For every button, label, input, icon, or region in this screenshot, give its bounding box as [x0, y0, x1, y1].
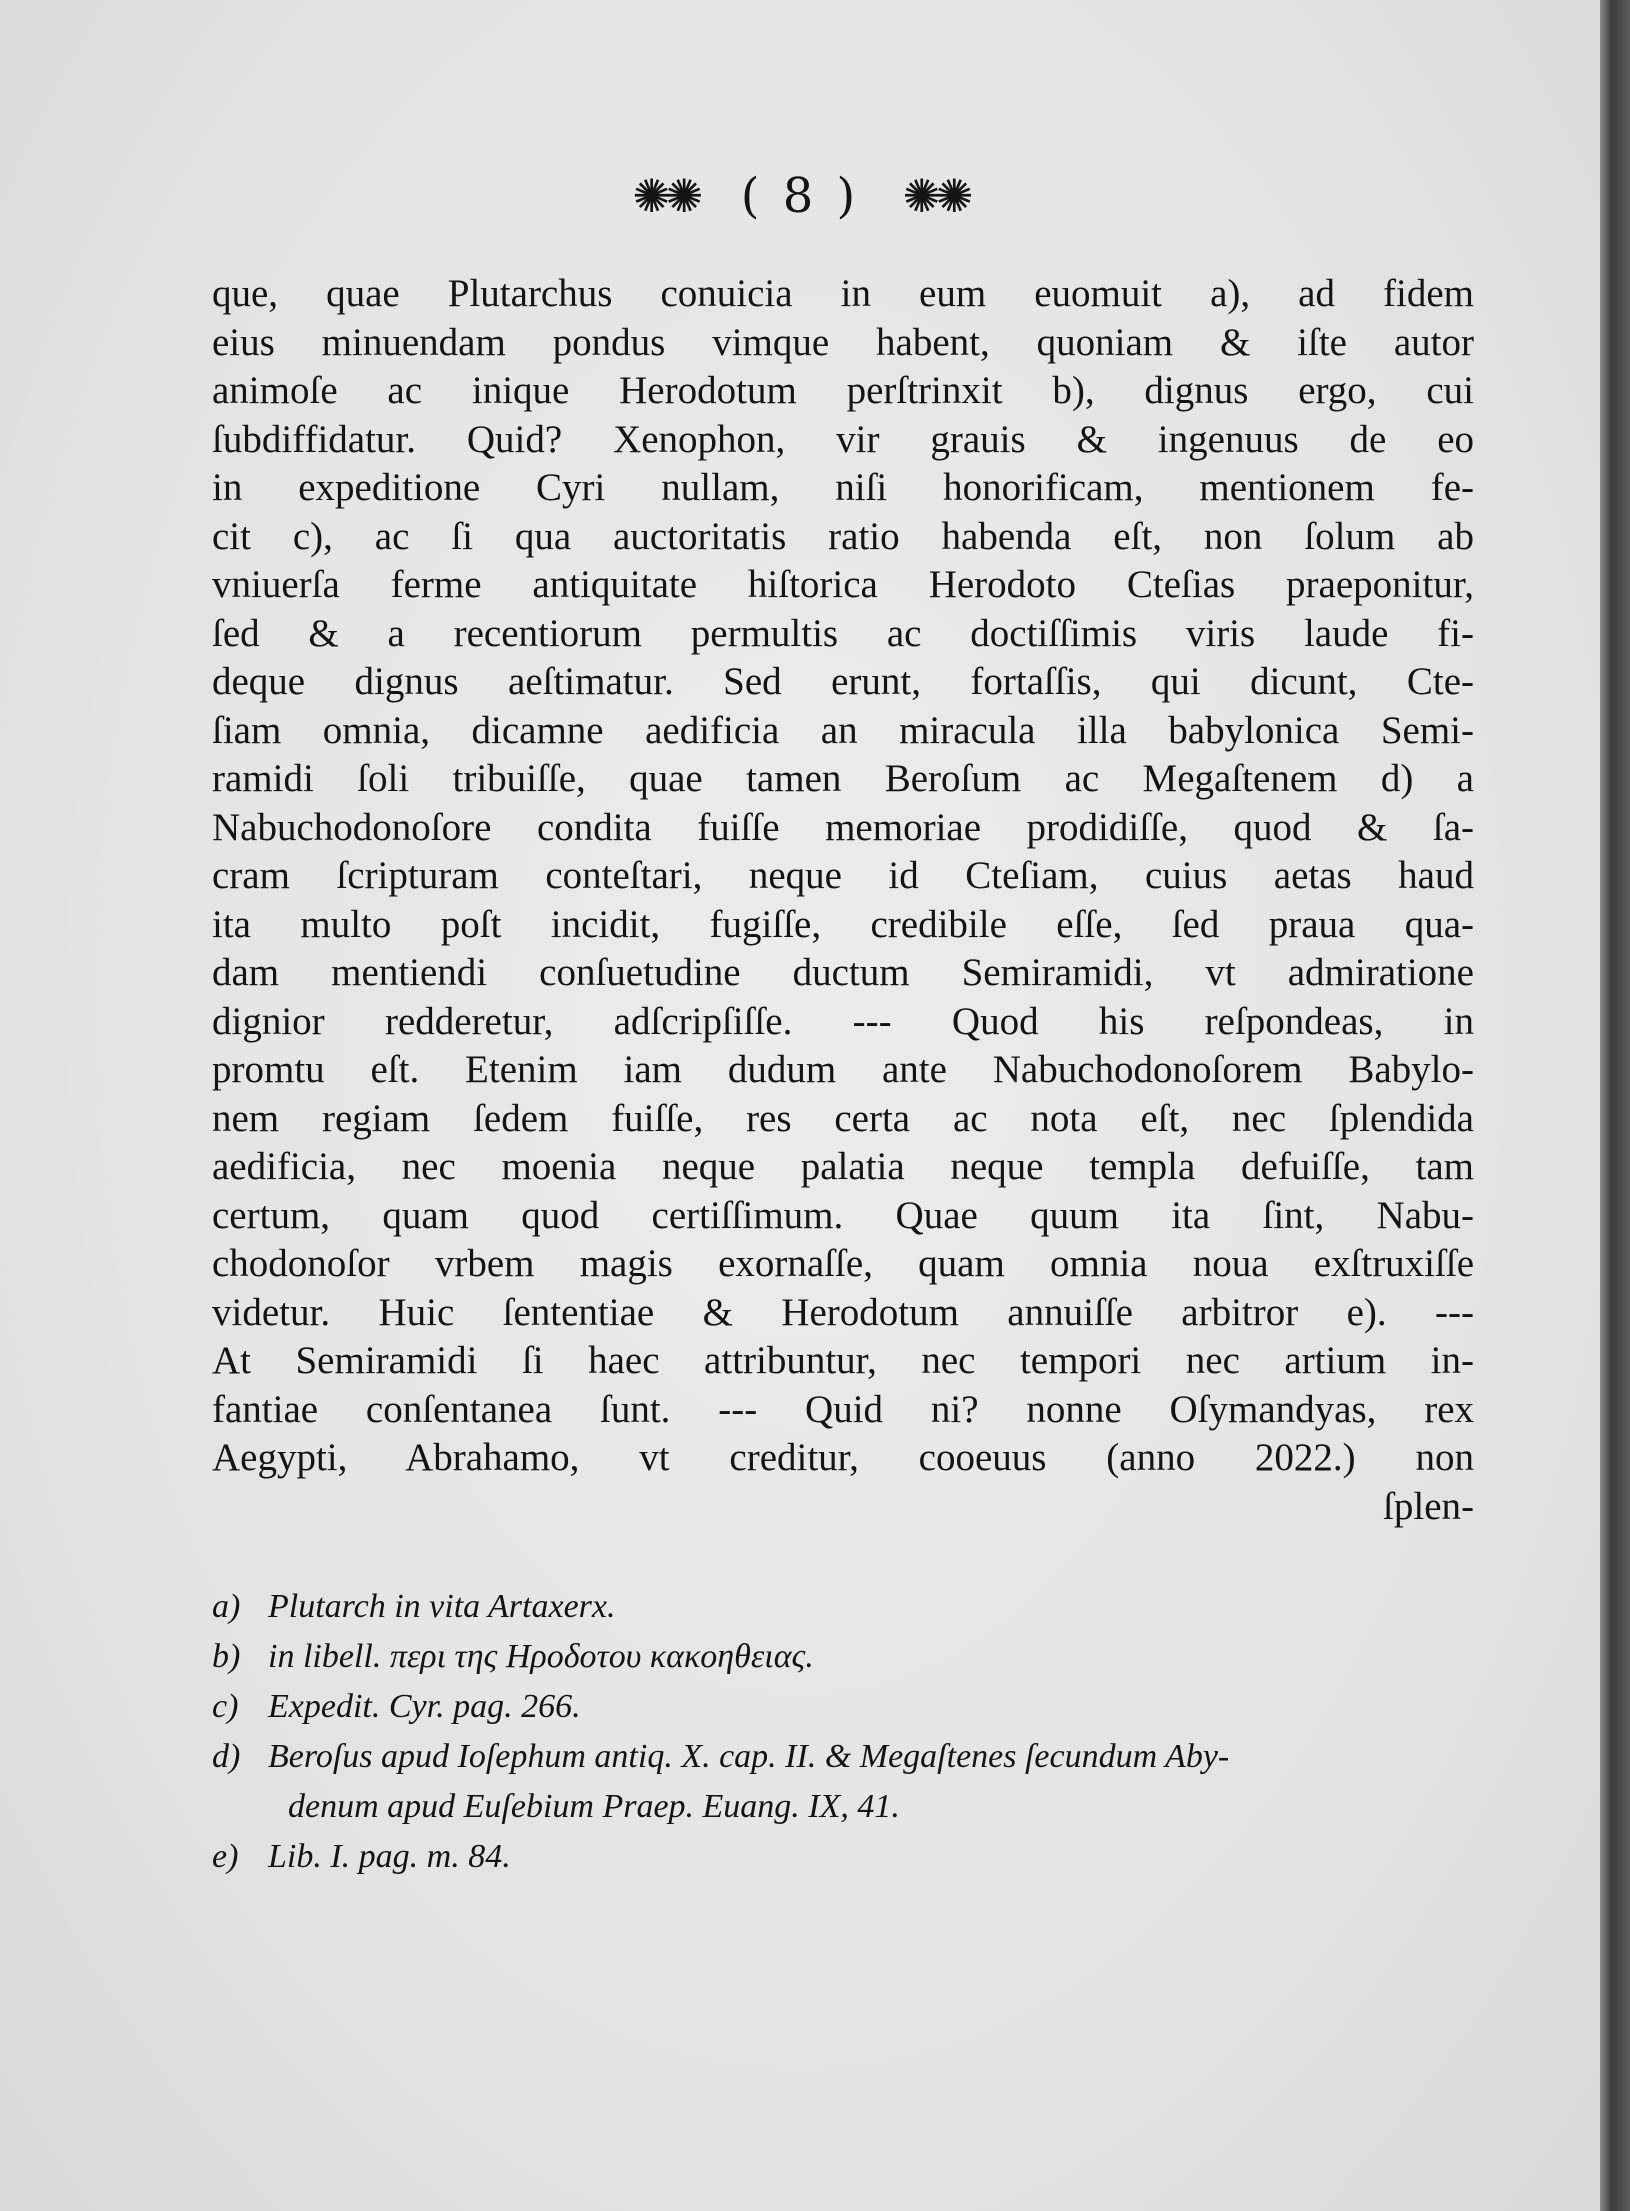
- ornament-left: ✺✺: [632, 169, 698, 223]
- book-gutter: [1600, 0, 1630, 2211]
- text-line: At Semiramidi ſi haec attribuntur, nec tempori nec artium in-: [212, 1339, 1474, 1382]
- text-line: cit c), ac ſi qua auctoritatis ratio habenda eſt, non ſolum ab: [212, 514, 1474, 558]
- page-number: ( 8 ): [740, 168, 860, 224]
- text-line: dignior redderetur, adſcripſiſſe. --- Quod his reſpondeas, in: [212, 999, 1474, 1043]
- text-line: ſubdiffidatur. Quid? Xenophon, vir grauis & ingenuus de eo: [212, 417, 1474, 461]
- footnote-text: Expedit. Cyr. pag. 266.: [268, 1688, 581, 1725]
- ornament-right: ✺✺: [902, 169, 968, 223]
- footnote-d-continued: [212, 1782, 1474, 1832]
- body-text: [212, 270, 1474, 1531]
- footnote-text: in libell. περι της Ηροδοτου κακοηθειας.: [268, 1638, 814, 1675]
- page-header: [0, 168, 1600, 224]
- footnote-mark: a): [212, 1588, 241, 1625]
- text-line: aedificia, nec moenia neque palatia neque templa defuiſſe, tam: [212, 1145, 1474, 1188]
- footnote-mark: e): [212, 1838, 239, 1875]
- text-line: Aegypti, Abrahamo, vt creditur, cooeuus (anno 2022.) non: [212, 1436, 1474, 1479]
- text-line: dam mentiendi conſuetudine ductum Semiramidi, vt admiratione: [212, 951, 1474, 994]
- text-line: chodonoſor vrbem magis exornaſſe, quam omnia noua exſtruxiſſe: [212, 1242, 1474, 1285]
- footnote-c: [212, 1682, 1474, 1732]
- footnotes: [212, 1582, 1474, 1882]
- footnote-text: denum apud Euſebium Praep. Euang. IX, 41.: [288, 1788, 900, 1825]
- text-line: ita multo poſt incidit, fugiſſe, credibile eſſe, ſed praua qua-: [212, 902, 1474, 946]
- footnote-a: [212, 1582, 1474, 1632]
- catchword: ſplen-: [1383, 1484, 1474, 1528]
- footnote-text: Plutarch in vita Artaxerx.: [268, 1588, 616, 1625]
- footnote-text: Lib. I. pag. m. 84.: [268, 1838, 511, 1875]
- footnote-e: [212, 1832, 1474, 1882]
- text-line: ramidi ſoli tribuiſſe, quae tamen Beroſum ac Megaſtenem d) a: [212, 757, 1474, 800]
- footnote-text: Beroſus apud Ioſephum antiq. X. cap. II. & Megaſtenes ſecundum Aby-: [268, 1738, 1230, 1775]
- text-line: vniuerſa ferme antiquitate hiſtorica Herodoto Cteſias praeponitur,: [212, 563, 1474, 606]
- text-line: cram ſcripturam conteſtari, neque id Cteſiam, cuius aetas haud: [212, 854, 1474, 897]
- text-line: promtu eſt. Etenim iam dudum ante Nabuchodonoſorem Babylo-: [212, 1048, 1474, 1091]
- footnote-b: [212, 1632, 1474, 1682]
- text-line: eius minuendam pondus vimque habent, quoniam & iſte autor: [212, 320, 1474, 364]
- text-line: nem regiam ſedem fuiſſe, res certa ac nota eſt, nec ſplendida: [212, 1096, 1474, 1140]
- text-line: videtur. Huic ſententiae & Herodotum annuiſſe arbitror e). ---: [212, 1290, 1474, 1334]
- text-line: que, quae Plutarchus conuicia in eum euomuit a), ad fidem: [212, 272, 1474, 315]
- text-line: deque dignus aeſtimatur. Sed erunt, fortaſſis, qui dicunt, Cte-: [212, 660, 1474, 703]
- footnote-mark: d): [212, 1738, 241, 1775]
- text-line: Nabuchodonoſore condita fuiſſe memoriae prodidiſſe, quod & ſa-: [212, 805, 1474, 849]
- footnote-mark: b): [212, 1638, 241, 1675]
- text-line: certum, quam quod certiſſimum. Quae quum ita ſint, Nabu-: [212, 1193, 1474, 1237]
- text-line: animoſe ac inique Herodotum perſtrinxit b), dignus ergo, cui: [212, 369, 1474, 412]
- text-line: ſed & a recentiorum permultis ac doctiſſimis viris laude fi-: [212, 611, 1474, 655]
- text-line: ſiam omnia, dicamne aedificia an miracula illa babylonica Semi-: [212, 708, 1474, 752]
- text-line: fantiae conſentanea ſunt. --- Quid ni? nonne Oſymandyas, rex: [212, 1387, 1474, 1431]
- footnote-d: [212, 1732, 1474, 1782]
- text-line: in expeditione Cyri nullam, niſi honorificam, mentionem fe-: [212, 466, 1474, 509]
- footnote-mark: c): [212, 1688, 239, 1725]
